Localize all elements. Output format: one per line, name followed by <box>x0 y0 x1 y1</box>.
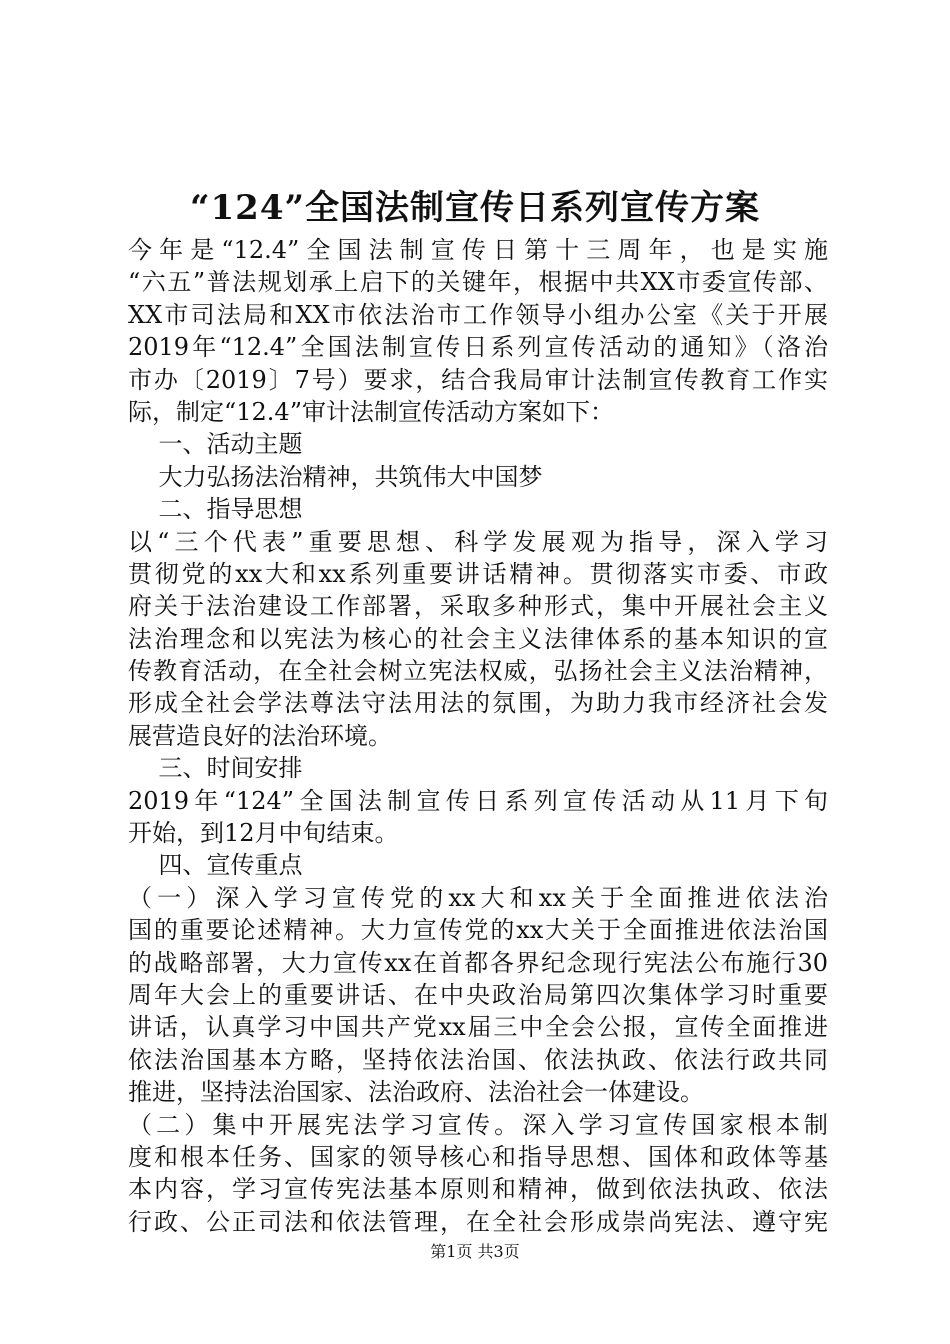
text-line: 一、活动主题 <box>128 430 303 459</box>
text-line: 2019年“12.4”全国法制宣传日系列宣传活动的通知》（洛治 <box>128 333 828 362</box>
text-line: （一）深入学习宣传党的xx大和xx关于全面推进依法治 <box>128 883 828 912</box>
text-line: 法治理念和以宪法为核心的社会主义法律体系的基本知识的宣 <box>128 624 828 653</box>
text-line: 市办〔2019〕7号）要求，结合我局审计法制宣传教育工作实 <box>128 365 828 394</box>
document-title: “124”全国法制宣传日系列宣传方案 <box>189 188 761 228</box>
text-line: 传教育活动，在全社会树立宪法权威，弘扬社会主义法治精神， <box>128 657 828 686</box>
text-line: 大力弘扬法治精神，共筑伟大中国梦 <box>128 462 543 491</box>
text-line: 本内容，学习宣传宪法基本原则和精神，做到依法执政、依法 <box>128 1175 828 1204</box>
text-line: 展营造良好的法治环境。 <box>128 721 392 750</box>
text-line: 二、指导思想 <box>128 495 303 524</box>
text-line: 府关于法治建设工作部署，采取多种形式，集中开展社会主义 <box>128 592 828 621</box>
text-line: （二）集中开展宪法学习宣传。深入学习宣传国家根本制 <box>128 1110 828 1139</box>
text-line: 今年是“12.4”全国法制宣传日第十三周年，也是实施 <box>128 236 828 264</box>
text-line: 讲话，认真学习中国共产党xx届三中全会公报，宣传全面推进 <box>128 1013 828 1042</box>
text-line: 2019年“124”全国法制宣传日系列宣传活动从11月下旬 <box>128 786 828 815</box>
text-line: 周年大会上的重要讲话、在中央政治局第四次集体学习时重要 <box>128 980 828 1009</box>
text-line: 以“三个代表”重要思想、科学发展观为指导，深入学习 <box>128 527 828 556</box>
text-line: 度和根本任务、国家的领导核心和指导思想、国体和政体等基 <box>128 1142 828 1171</box>
text-line: 贯彻党的xx大和xx系列重要讲话精神。贯彻落实市委、市政 <box>128 559 828 588</box>
text-line: 行政、公正司法和依法管理，在全社会形成崇尚宪法、遵守宪 <box>128 1207 828 1236</box>
text-line: 推进，坚持法治国家、法治政府、法治社会一体建设。 <box>128 1078 704 1107</box>
text-line: 形成全社会学法尊法守法用法的氛围，为助力我市经济社会发 <box>128 689 828 718</box>
text-line: XX市司法局和XX市依法治市工作领导小组办公室《关于开展 <box>128 300 828 329</box>
text-line: “六五”普法规划承上启下的关键年，根据中共XX市委宣传部、 <box>128 268 828 297</box>
text-line: 国的重要论述精神。大力宣传党的xx大关于全面推进依法治国 <box>128 916 828 945</box>
text-line: 依法治国基本方略，坚持依法治国、依法执政、依法行政共同 <box>128 1045 828 1074</box>
text-line: 开始，到12月中旬结束。 <box>128 819 399 848</box>
document-body <box>128 234 828 1238</box>
text-line: 三、时间安排 <box>128 754 303 783</box>
page-number: 第1页 共3页 <box>430 1242 520 1261</box>
text-line: 的战略部署，大力宣传xx在首都各界纪念现行宪法公布施行30 <box>128 948 828 977</box>
text-line: 四、宣传重点 <box>128 851 303 880</box>
text-line: 际，制定“12.4”审计法制宣传活动方案如下： <box>128 397 614 426</box>
